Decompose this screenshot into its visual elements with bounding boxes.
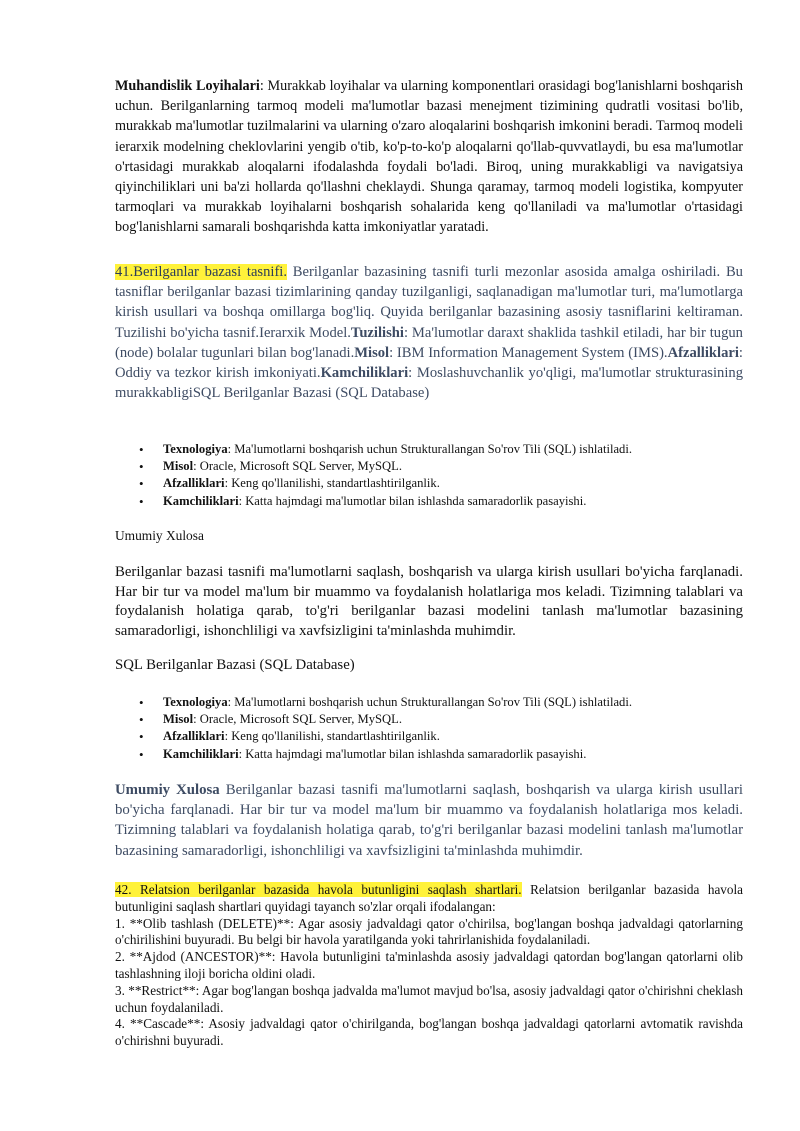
numbered-item: 2. **Ajdod (ANCESTOR)**: Havola butunligini ta'minlashda asosiy jadvaldagi qatordan bog'langan qatorlarni olib tashlashning iloji boricha oldini oladi. (115, 949, 743, 981)
paragraph-intro (115, 882, 743, 914)
list-item (115, 694, 755, 711)
paragraph-summary: Berilganlar bazasi tasnifi ma'lumotlarni saqlash, boshqarish va ularga kirish usullari bo'yicha farqlanadi. Har bir tur va model ma'lum bir muammo va foydalanish holatlariga mos keladi. Tizimning talablari va foydalanish holatiga qarab, to'g'ri berilganlar bazasi modelini tanlash ma'lumotlar bazasining samaradorligi, ishonchliligi va xavfsizligini ta'minlashda muhimdir. (115, 564, 743, 639)
list-item-text: : Katta hajmdagi ma'lumotlar bilan ishlashda samaradorlik pasayishi. (238, 493, 587, 508)
list-item-text: : Katta hajmdagi ma'lumotlar bilan ishlashda samaradorlik pasayishi. (238, 746, 587, 761)
paragraph-text: Relatsion berilganlar bazasida havola butunligini saqlash shartlari quyidagi tayanch so'zlar orqali ifodalangan: (115, 882, 743, 914)
term-bold: Kamchiliklari (320, 365, 409, 382)
list-item-term: Misol (163, 712, 194, 727)
bullet-list-sql-1 (115, 441, 755, 510)
numbered-item: 3. **Restrict**: Agar bog'langan boshqa jadvalda ma'lumot mavjud bo'lsa, asosiy jadvaldagi qator o'chirishni cheklash uchun foydalaniladi. (115, 982, 743, 1015)
list-item-text: : Keng qo'llanilishi, standartlashtirilganlik. (224, 729, 440, 744)
list-item-term: Texnologiya (163, 442, 228, 456)
list-item (115, 475, 755, 492)
list-item-text: : Ma'lumotlarni boshqarish uchun Strukturallangan So'rov Tili (SQL) ishlatiladi. (227, 442, 632, 456)
highlighted-heading-41: 41.Berilganlar bazasi tasnifi. (115, 264, 288, 280)
list-item-term: Texnologiya (163, 695, 228, 709)
list-item-text: : Oracle, Microsoft SQL Server, MySQL. (193, 712, 402, 727)
paragraph-text: : Murakkab loyihalar va ularning komponentlari orasidagi bog'lanishlarni boshqarish uchun. Berilganlarning tarmoq modeli ma'lumotlar bazasi menejment tizimining qudratli vositasi bo'lib, murakkab ma'lumotlar tuzilmalarini va ularning o'zaro aloqalarini boshqarish imkonini beradi. Tarmoq modeli ierarxik modelning cheklovlarini yengib o'tib, ko'p-to-ko'p aloqalarni qo'llab-quvvatlaydi, bu esa ma'lumotlar o'rtasidagi murakkab aloqalarni ifodalashda foydali bo'ladi. Biroq, uning murakkabligi va navigatsiya qiyinchiliklari uni ba'zi hollarda qo'llashni cheklaydi. Shunga qaramay, tarmoq modeli logistika, kompyuter tarmoqlari va murakkab loyihalarni boshqarish sohalarida keng qo'llaniladi va ma'lumotlar o'rtasidagi bog'lanishlarni samarali boshqarishda katta imkoniyatlar yaratadi. (115, 78, 744, 236)
numbered-item: 4. **Cascade**: Asosiy jadvaldagi qator o'chirilganda, bog'langan boshqa jadvaldagi qatorlarni avtomatik ravishda o'chirishni buyuradi. (115, 1016, 743, 1049)
list-item-term: Afzalliklari (163, 729, 225, 744)
highlighted-heading-42: 42. Relatsion berilganlar bazasida havola butunligini saqlash shartlari. (115, 882, 522, 897)
list-item-term: Afzalliklari (163, 476, 225, 491)
list-item (115, 493, 755, 510)
paragraph-classification (115, 262, 743, 403)
paragraph-text: Berilganlar bazasi tasnifi ma'lumotlarni saqlash, boshqarish va ularga kirish usullari bo'yicha farqlanadi. Har bir tur va model ma'lum bir muammo va foydalanish holatlariga mos keladi. Tizimning talablari va foydalanish holatiga qarab, to'g'ri berilganlar bazasi modelini tanlash ma'lumotlar bazasining samaradorligi, ishonchliligi va xavfsizligini ta'minlashda muhimdir. (115, 782, 743, 859)
paragraph-text: : Ma'lumotlar daraxt shaklida tashkil etiladi, har bir tugun (node) bolalar tugunlari bilan bog'lanadi. (115, 324, 743, 361)
list-item-text: : Oracle, Microsoft SQL Server, MySQL. (193, 459, 402, 474)
list-item-text: : Keng qo'llanilishi, standartlashtirilganlik. (224, 476, 440, 491)
term-bold: Afzalliklari (667, 344, 739, 361)
paragraph-text: : Moslashuvchanlik yo'qligi, ma'lumotlar strukturasining murakkabligiSQL Berilganlar Bazasi (SQL Database) (115, 365, 743, 402)
list-item-text: : Ma'lumotlarni boshqarish uchun Strukturallangan So'rov Tili (SQL) ishlatiladi. (227, 695, 632, 709)
list-item-term: Misol (163, 459, 194, 474)
list-item (115, 728, 755, 745)
list-item-term: Kamchiliklari (163, 746, 239, 761)
list-item (115, 458, 755, 475)
term-bold: Misol (354, 344, 390, 361)
paragraph-text: Berilganlar bazasining tasnifi turli mezonlar asosida amalga oshiriladi. Bu tasniflar berilganlar bazasi tizimlarining qanday tuzilganligi, saqlanadigan ma'lumotlar turi, ma'lumotlarga kirish usullari va boshqa omillarga bog'liq. Quyida berilganlar bazasining asosiy tasniflarini keltiraman. Tuzilishi bo'yicha tasnif.Ierarxik Model. (115, 264, 743, 341)
list-item (115, 711, 755, 728)
list-item (115, 746, 755, 763)
term-bold: Tuzilishi (350, 324, 404, 341)
bullet-list-sql-2 (115, 694, 755, 763)
paragraph-text: : Oddiy va tezkor kirish imkoniyati. (115, 344, 743, 382)
paragraph-summary-2 (115, 780, 743, 861)
term-bold: Muhandislik Loyihalari (115, 78, 260, 94)
list-item (115, 441, 755, 458)
paragraph-muhandislik-loyihalari (115, 76, 743, 238)
numbered-item: 1. **Olib tashlash (DELETE)**: Agar asosiy jadvaldagi qator o'chirilsa, bog'langan boshqa jadvaldagi qatorlarning o'chirilishini buyuradi. Bu belgi bir havola yaratilganda yoki tahrirlanishida foydalaniladi. (115, 915, 743, 948)
subheading-sql-database: SQL Berilganlar Bazasi (SQL Database) (115, 657, 355, 673)
paragraph-text: : IBM Information Management System (IMS). (389, 344, 668, 361)
term-bold: Umumiy Xulosa (115, 782, 220, 798)
subheading-umumiy-xulosa: Umumiy Xulosa (115, 528, 204, 543)
list-item-term: Kamchiliklari (163, 493, 239, 508)
paragraph-referential-integrity (115, 882, 743, 1050)
